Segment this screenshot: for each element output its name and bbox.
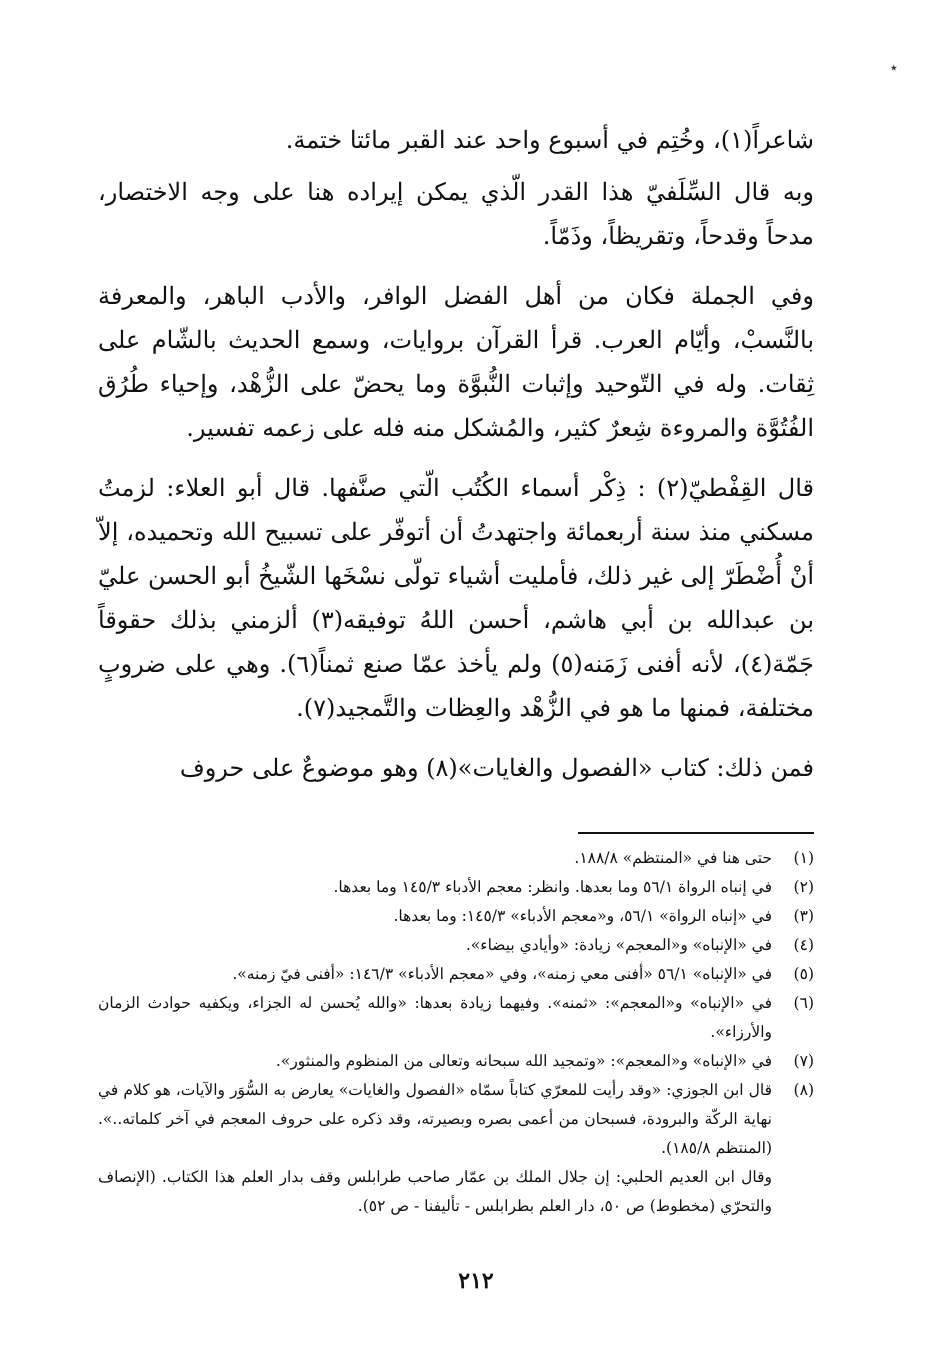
footnote-text: في «الإنباه» و«المعجم»: «وتمجيد الله سبحانه وتعالى من المنظوم والمنثور». (275, 1052, 772, 1070)
paragraph-2: وبه قال السِّلَفيّ هذا القدر الّذي يمكن إيراده هنا على وجه الاختصار، مدحاً وقدحاً، وتقريظاً، وذَمّاً. (98, 178, 814, 250)
footnote-text: حتى هنا في «المنتظم» ١٨٨/٨. (574, 849, 772, 867)
footnote-text: في «الإنباه» و«المعجم» زيادة: «وأيادي بيضاء». (465, 936, 772, 954)
footnote-number: (٨) (793, 1081, 814, 1099)
footnote-item (98, 931, 814, 960)
footnote-text: قال ابن الجوزي: «وقد رأيت للمعرّي كتاباً سمّاه «الفصول والغايات» يعارض به السُّوَر والآيات، هو كلام في نهاية الركّة والبرودة، فسبحان من أعمى بصره وبصيرته، وقد ذكره على حروف المعجم في آخر كلماته..». (المنتظم ١٨٥/٨). (98, 1081, 772, 1157)
footnote-item (98, 1076, 814, 1163)
footnotes (98, 844, 814, 1221)
footnote-item (98, 844, 814, 873)
paragraph-1: شاعراً(١)، وخُتِم في أسبوع واحد عند القبر مائتا ختمة. (285, 126, 814, 154)
footnote-item (98, 1047, 814, 1076)
page-number: ٢١٢ (458, 1268, 494, 1294)
footnote-number: (٦) (793, 994, 814, 1012)
footnote-number: (٣) (793, 907, 814, 925)
print-mark: ٭ (890, 60, 898, 76)
footnote-text: في «الإنباه» ٥٦/١ «أفنى معي زمنه»، وفي «معجم الأدباء» ١٤٦/٣: «أفنى فيّ زمنه». (232, 965, 772, 983)
footnote-text: في «الإنباه» و«المعجم»: «ثمنه». وفيهما زيادة بعدها: «والله يُحسن له الجزاء، ويكفيه حوادث الزمان والأرزاء». (98, 994, 772, 1041)
footnote-item (98, 960, 814, 989)
paragraph-3: وفي الجملة فكان من أهل الفضل الوافر، والأدب الباهر، والمعرفة بالنَّسبْ، وأيّام العرب. قرأ القرآن بروايات، وسمع الحديث بالشّام على ثِقات. وله في التّوحيد وإثبات النُّبوَّة وما يحضّ على الزُّهْد، وإحياء طُرُق الفُتُوَّة والمروءة شِعرٌ كثير، والمُشكل منه فله على زعمه تفسير. (98, 282, 815, 442)
paragraph-4: قال القِفْطيّ(٢) : ذِكْر أسماء الكُتُب الّتي صنَّفها. قال أبو العلاء: لزمتُ مسكني منذ سنة أربعمائة واجتهدتُ أن أتوفّر على تسبيح الله وتحميده، إلاّ أنْ أُضْطَرّ إلى غير ذلك، فأمليت أشياء تولّى نسْخَها الشّيخُ أبو الحسن عليّ بن عبدالله بن أبي هاشم، أحسن اللهُ توفيقه(٣) ألزمني بذلك حقوقاً جَمّة(٤)، لأنه أفنى زَمَنه(٥) ولم يأخذ عمّا صنع ثمناً(٦). وهي على ضروبٍ مختلفة، فمنها ما هو في الزُّهْد والعِظات والتَّمجيد(٧). (98, 474, 814, 722)
footnote-number: (١) (793, 849, 814, 867)
footnote-continuation: وقال ابن العديم الحلبي: إن جلال الملك بن عمّار صاحب طرابلس وقف بدار العلم هذا الكتاب. (الإنصاف والتحرّي (مخطوط) ص ٥٠، دار العلم بطرابلس - تأليفنا - ص ٥٢). (98, 1168, 772, 1215)
footnote-item (98, 902, 814, 931)
footnote-text: في «إنباه الرواة» ٥٦/١، و«معجم الأدباء» ١٤٥/٣: وما بعدها. (393, 907, 772, 925)
footnote-item (98, 989, 814, 1047)
footnote-separator (578, 832, 814, 834)
main-text (98, 118, 814, 806)
paragraph-5: فمن ذلك: كتاب «الفصول والغايات»(٨) وهو موضوعٌ على حروف (179, 754, 814, 782)
footnote-number: (٤) (793, 936, 814, 954)
footnote-number: (٥) (793, 965, 814, 983)
footnote-text: في إنباه الرواة ٥٦/١ وما بعدها. وانظر: معجم الأدباء ١٤٥/٣ وما بعدها. (333, 878, 772, 896)
footnote-number: (٢) (793, 878, 814, 896)
footnote-item (98, 873, 814, 902)
footnote-number: (٧) (793, 1052, 814, 1070)
